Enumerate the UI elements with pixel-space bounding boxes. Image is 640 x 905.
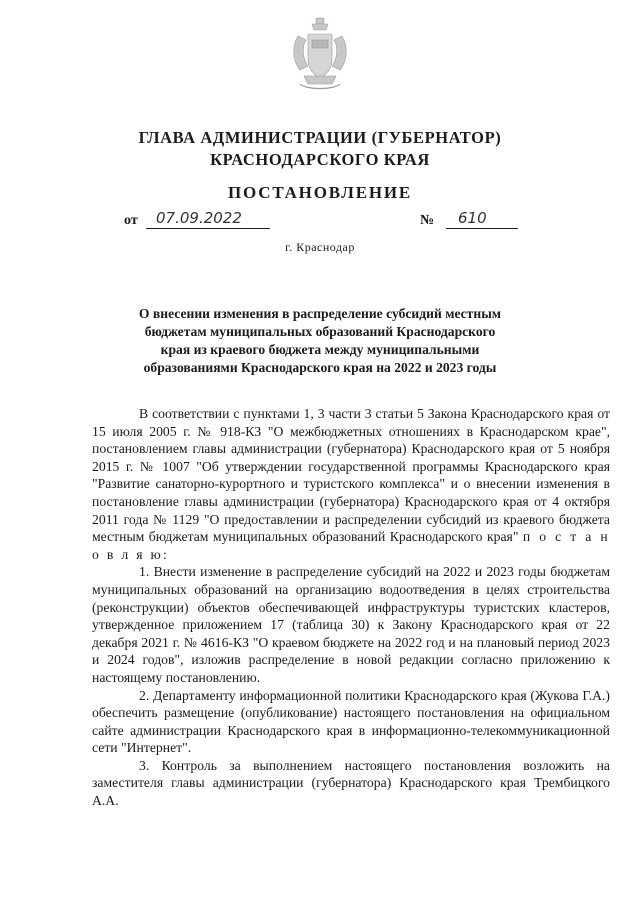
authority-region: КРАСНОДАРСКОГО КРАЯ xyxy=(210,150,430,169)
coat-of-arms-icon xyxy=(290,16,350,94)
number-prefix: № xyxy=(420,213,435,228)
preamble-text: В соответствии с пунктами 1, 3 части 3 статьи 5 Закона Краснодарского края от 15 июля 2005 г. № 918-КЗ "О межбюджетных отношениях в Краснодарском крае", постановлением главы администрации (губернатора) Краснодарского края от 5 ноября 2015 г. № 1007 "Об утверждении государственной программы Краснодарского края "Развитие санаторно-курортного и туристского комплекса" и о внесении изменения в постановление главы администрации (губернатора) Краснодарского края от 4 октября 2011 года № 1129 "О предоставлении и распределении субсидий из краевого бюджета местным бюджетам муниципальных образований Краснодарского края" xyxy=(92,406,610,545)
document-title: О внесении изменения в распределение субсидий местным бюджетам муниципальных образований Краснодарского края из краевого бюджета между муниципальными образованиями Краснодарского края на 2022 и 2023 годы xyxy=(138,306,502,375)
city: г. Краснодар xyxy=(285,240,355,254)
item-2: 2. Департаменту информационной политики Краснодарского края (Жукова Г.А.) обеспечить размещение (опубликование) настоящего постановления на официальном сайте администрации Краснодарского края в информационно-телекоммуникационной сети "Интернет". xyxy=(92,687,610,756)
resolve-word: п о с т а н о в л я ю: xyxy=(92,529,610,562)
document-date: 07.09.2022 xyxy=(146,209,270,229)
item-3: 3. Контроль за выполнением настоящего постановления возложить на заместителя главы администрации (губернатора) Краснодарского края Трембицкого А.А. xyxy=(92,757,610,809)
document-body xyxy=(92,405,610,810)
document-type: ПОСТАНОВЛЕНИЕ xyxy=(227,183,413,202)
authority-title: ГЛАВА АДМИНИСТРАЦИИ (ГУБЕРНАТОР) xyxy=(138,128,502,147)
item-1: 1. Внести изменение в распределение субсидий на 2022 и 2023 годы бюджетам муниципальных образований на организацию водоотведения в целях строительства (реконструкции) объектов обеспечивающей инфраструктуры туристских кластеров, утвержденное приложением 17 (таблица 30) к Закону Краснодарского края от 22 декабря 2021 г. № 4616-КЗ "О краевом бюджете на 2022 год и на плановый период 2023 и 2024 годов", изложив распределение в новой редакции согласно приложению к настоящему постановлению. xyxy=(92,564,610,685)
document-meta xyxy=(124,209,524,235)
date-prefix: от xyxy=(124,213,138,228)
document-number: 610 xyxy=(446,209,518,229)
preamble-paragraph xyxy=(92,405,610,563)
